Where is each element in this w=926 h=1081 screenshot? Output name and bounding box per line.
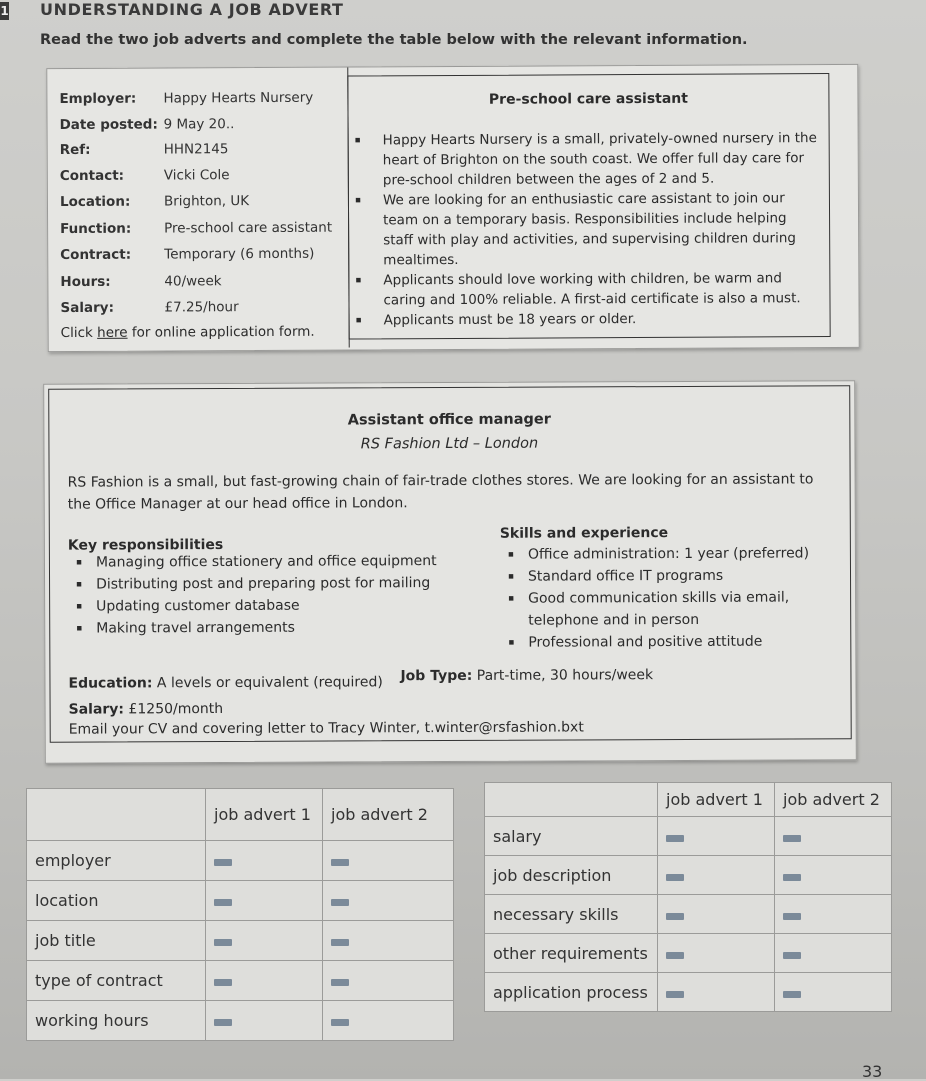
row-label: working hours	[27, 1001, 206, 1041]
section-title: UNDERSTANDING A JOB ADVERT	[40, 0, 344, 19]
salary-line: Salary: £1250/month	[68, 700, 224, 718]
answer-cell-advert2[interactable]	[775, 856, 892, 895]
advert1-description-panel	[347, 73, 830, 340]
answer-cell-advert1[interactable]	[206, 1001, 323, 1041]
advert2-title: Assistant office manager	[347, 411, 551, 429]
field-value: £7.25/hour	[164, 299, 239, 316]
blank-answer-marker	[783, 874, 801, 881]
advert2-intro: RS Fashion is a small, but fast-growing chain of fair-trade clothes stores. We are looking for an assistant to the Office Manager at our head office in London.	[67, 471, 814, 513]
blank-answer-marker	[666, 835, 684, 842]
table-row	[27, 881, 454, 921]
job-advert-1	[46, 64, 859, 352]
table2-header-advert2: job advert 2	[775, 783, 892, 817]
skill-item: ▪ Office administration: 1 year (preferred)	[500, 542, 820, 565]
blank-answer-marker	[214, 859, 232, 866]
advert1-bullet: ▪ Applicants must be 18 years or older.	[368, 308, 820, 330]
blank-answer-marker	[214, 1019, 232, 1026]
blank-answer-marker	[666, 991, 684, 998]
blank-answer-marker	[666, 913, 684, 920]
advert1-field	[59, 90, 313, 107]
answer-cell-advert2[interactable]	[323, 961, 454, 1001]
answer-cell-advert2[interactable]	[323, 881, 454, 921]
field-label: Ref:	[59, 141, 91, 159]
blank-answer-marker	[214, 899, 232, 906]
row-label: other requirements	[485, 934, 658, 973]
advert1-bullet: ▪ Applicants should love working with children, be warm and caring and 100% reliable. A first-aid certificate is also a must.	[367, 268, 819, 310]
skill-item: ▪ Good communication skills via email, telephone and in person	[500, 586, 820, 631]
advert1-field	[60, 116, 235, 133]
field-value: Vicki Cole	[163, 167, 230, 184]
field-label: Contact:	[59, 167, 125, 185]
answer-cell-advert1[interactable]	[206, 921, 323, 961]
blank-answer-marker	[783, 952, 801, 959]
answer-cell-advert1[interactable]	[658, 973, 775, 1012]
email-instruction: Email your CV and covering letter to Tracy Winter, t.winter@rsfashion.bxt	[68, 719, 584, 738]
page-number: 33	[862, 1062, 883, 1081]
advert2-frame	[48, 385, 852, 742]
table1-header-advert1: job advert 1	[206, 789, 323, 841]
education-line: Education: A levels or equivalent (required)	[68, 674, 383, 692]
table1-header-advert2: job advert 2	[323, 789, 454, 841]
blank-answer-marker	[783, 835, 801, 842]
advert1-details-panel	[51, 68, 349, 350]
answer-cell-advert1[interactable]	[658, 895, 775, 934]
advert1-field	[60, 220, 332, 237]
job-advert-2	[43, 380, 857, 764]
responsibilities-heading: Key responsibilities	[67, 536, 224, 554]
table-row	[485, 817, 892, 856]
blank-answer-marker	[331, 939, 349, 946]
field-value: Brighton, UK	[163, 193, 250, 210]
table-row	[27, 921, 454, 961]
advert1-field	[60, 167, 230, 184]
table-row	[485, 895, 892, 934]
table-row	[27, 841, 454, 881]
skill-item: ▪ Standard office IT programs	[500, 564, 820, 587]
answer-cell-advert1[interactable]	[658, 817, 775, 856]
answer-table-1	[26, 788, 454, 1041]
blank-answer-marker	[331, 899, 349, 906]
advert1-field	[60, 193, 249, 210]
field-label: Function:	[60, 220, 132, 238]
advert1-field	[60, 246, 314, 263]
responsibilities-list	[68, 550, 468, 640]
answer-cell-advert1[interactable]	[658, 856, 775, 895]
blank-answer-marker	[331, 859, 349, 866]
advert1-title: Pre-school care assistant	[488, 90, 688, 108]
table-row	[485, 934, 892, 973]
row-label: employer	[27, 841, 206, 881]
advert1-bullet: ▪ Happy Hearts Nursery is a small, privately-owned nursery in the heart of Brighton on the south coast. We offer full day care for pre-school children between the ages of 2 and 5.	[367, 128, 819, 190]
answer-cell-advert2[interactable]	[323, 1001, 454, 1041]
application-form-link[interactable]: here	[97, 324, 128, 341]
blank-answer-marker	[214, 939, 232, 946]
row-label: location	[27, 881, 206, 921]
advert1-bullet: ▪ We are looking for an enthusiastic care assistant to join our team on a temporary basis. Responsibilities include helping staff with play and activities, and supervising children during mealtimes.	[367, 188, 819, 270]
blank-answer-marker	[331, 1019, 349, 1026]
answer-cell-advert1[interactable]	[206, 961, 323, 1001]
section-number: 1	[0, 4, 9, 18]
table-row	[27, 1001, 454, 1041]
advert1-field	[60, 273, 221, 290]
advert2-company: RS Fashion Ltd – London	[360, 435, 539, 453]
field-label: Employer:	[59, 90, 137, 108]
advert1-field	[60, 141, 229, 158]
row-label: application process	[485, 973, 658, 1012]
table1-header-corner	[27, 789, 206, 841]
answer-cell-advert2[interactable]	[323, 921, 454, 961]
responsibility-item: ▪ Making travel arrangements	[68, 616, 468, 640]
answer-cell-advert1[interactable]	[206, 881, 323, 921]
answer-cell-advert2[interactable]	[775, 934, 892, 973]
field-value: 9 May 20..	[163, 116, 235, 133]
responsibility-item: ▪ Updating customer database	[68, 594, 468, 618]
answer-cell-advert2[interactable]	[775, 817, 892, 856]
responsibility-item: ▪ Distributing post and preparing post for mailing	[68, 572, 468, 596]
field-label: Date posted:	[59, 116, 158, 134]
field-label: Salary:	[60, 299, 114, 317]
blank-answer-marker	[783, 913, 801, 920]
answer-cell-advert1[interactable]	[658, 934, 775, 973]
table2-header-corner	[485, 783, 658, 817]
field-label: Hours:	[60, 273, 111, 291]
skills-heading: Skills and experience	[499, 525, 669, 542]
row-label: salary	[485, 817, 658, 856]
blank-answer-marker	[214, 979, 232, 986]
advert1-field	[60, 299, 238, 316]
row-label: necessary skills	[485, 895, 658, 934]
field-value: Happy Hearts Nursery	[163, 89, 314, 107]
instruction-text: Read the two job adverts and complete the table below with the relevant information.	[40, 32, 748, 48]
answer-cell-advert2[interactable]	[775, 973, 892, 1012]
blank-answer-marker	[783, 991, 801, 998]
field-label: Contract:	[60, 246, 132, 264]
responsibility-item: ▪ Managing office stationery and office equipment	[68, 550, 468, 574]
blank-answer-marker	[666, 952, 684, 959]
table-row	[27, 961, 454, 1001]
skills-list	[500, 542, 820, 653]
table-row	[485, 856, 892, 895]
answer-table-2	[484, 782, 892, 1012]
answer-cell-advert2[interactable]	[775, 895, 892, 934]
field-label: Location:	[59, 193, 131, 211]
answer-cell-advert1[interactable]	[206, 841, 323, 881]
advert1-bullets	[367, 128, 820, 330]
field-value: Temporary (6 months)	[164, 245, 315, 263]
application-form-line: Click here for online application form.	[60, 323, 315, 342]
table2-header-advert1: job advert 1	[658, 783, 775, 817]
answer-cell-advert2[interactable]	[323, 841, 454, 881]
field-value: HHN2145	[163, 141, 229, 158]
row-label: type of contract	[27, 961, 206, 1001]
row-label: job title	[27, 921, 206, 961]
field-value: 40/week	[164, 273, 222, 290]
skill-item: ▪ Professional and positive attitude	[500, 630, 820, 653]
blank-answer-marker	[666, 874, 684, 881]
blank-answer-marker	[331, 979, 349, 986]
row-label: job description	[485, 856, 658, 895]
job-type-line: Job Type: Part-time, 30 hours/week	[400, 667, 654, 685]
field-value: Pre-school care assistant	[164, 219, 333, 237]
table-row	[485, 973, 892, 1012]
